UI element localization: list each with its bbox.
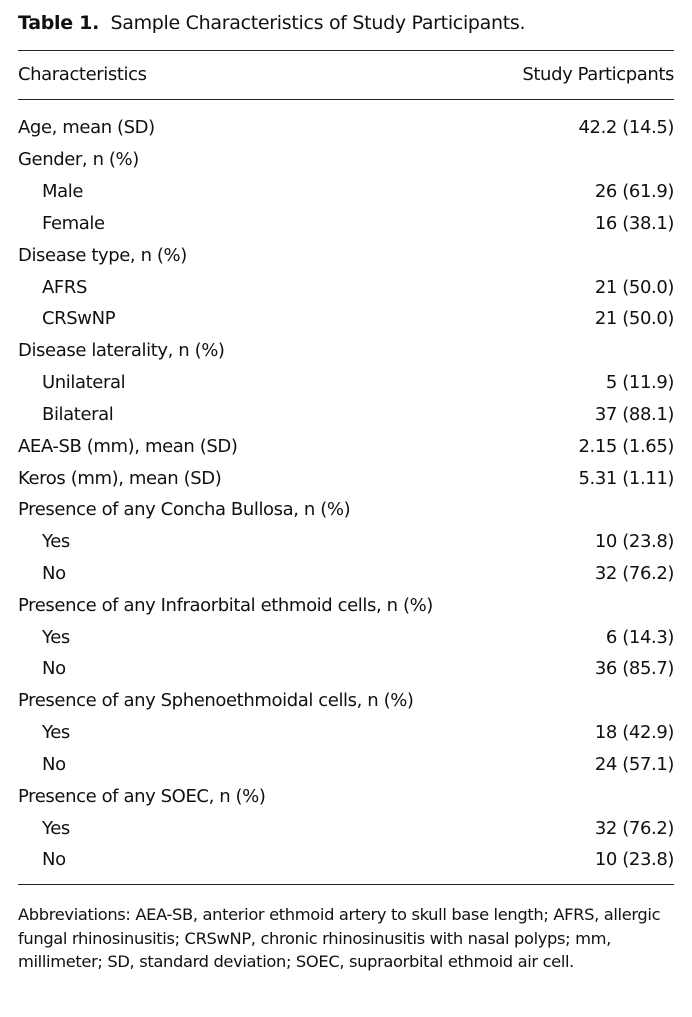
table-row (18, 207, 674, 239)
row-value: 42.2 (14.5) (578, 117, 674, 139)
row-label: AFRS (42, 276, 87, 298)
table-row (18, 526, 674, 558)
row-value: 21 (50.0) (594, 276, 674, 298)
table-row (18, 430, 674, 462)
table-row (18, 144, 674, 176)
table-row (18, 749, 674, 781)
row-label: Age, mean (SD) (18, 117, 155, 139)
table-body (18, 112, 674, 876)
bottom-rule (18, 884, 674, 885)
row-value: 10 (23.8) (594, 531, 674, 553)
row-label: Male (42, 181, 84, 203)
row-label: Unilateral (42, 372, 126, 394)
row-value: 36 (85.7) (594, 658, 674, 680)
row-label: Presence of any Sphenoethmoidal cells, n (%) (18, 690, 414, 712)
header-study-participants: Study Particpants (522, 64, 674, 85)
table-row (18, 239, 674, 271)
row-value: 26 (61.9) (594, 181, 674, 203)
table-title (18, 12, 525, 34)
row-label: Bilateral (42, 403, 114, 425)
row-label: No (42, 849, 66, 871)
row-label: No (42, 563, 66, 584)
table-row (18, 780, 674, 812)
row-label: CRSwNP (42, 308, 116, 330)
table-row (18, 558, 674, 590)
row-label: Yes (42, 626, 70, 648)
table-row (18, 462, 674, 494)
row-label: Presence of any Concha Bullosa, n (%) (18, 499, 351, 521)
table-row (18, 271, 674, 303)
row-value: 18 (42.9) (594, 722, 674, 744)
row-label: Keros (mm), mean (SD) (18, 467, 222, 489)
row-value: 10 (23.8) (594, 849, 674, 871)
table-row (18, 844, 674, 876)
table-row (18, 717, 674, 749)
row-label: AEA-SB (mm), mean (SD) (18, 435, 238, 457)
row-value: 6 (14.3) (605, 626, 674, 648)
table-row (18, 589, 674, 621)
row-label: No (42, 658, 66, 680)
table-row (18, 303, 674, 335)
table-row (18, 398, 674, 430)
row-value: 5.31 (1.11) (578, 467, 674, 489)
table-row (18, 494, 674, 526)
table-row (18, 367, 674, 399)
table-row (18, 335, 674, 367)
row-label: Female (42, 212, 105, 234)
header-characteristics: Characteristics (18, 64, 147, 85)
table-row (18, 653, 674, 685)
row-value: 37 (88.1) (594, 403, 674, 425)
header-rule (18, 99, 674, 100)
top-rule (18, 50, 674, 51)
row-value: 2.15 (1.65) (578, 435, 674, 457)
table-number: Table 1. (18, 12, 99, 34)
row-label: Yes (42, 531, 70, 553)
row-label: Yes (42, 817, 70, 839)
row-label: Disease laterality, n (%) (18, 340, 225, 362)
row-value: 32 (76.2) (594, 563, 674, 584)
table-row (18, 812, 674, 844)
table-footnote: Abbreviations: AEA-SB, anterior ethmoid artery to skull base length; AFRS, allergic fungal rhinosinusitis; CRSwNP, chronic rhinosinusitis with nasal polyps; mm, millimeter; SD, standard deviation; SOEC, supraorbital ethmoid air cell. (18, 905, 661, 971)
table-row (18, 112, 674, 144)
row-value: 32 (76.2) (594, 817, 674, 839)
table-row (18, 685, 674, 717)
row-label: Yes (42, 722, 70, 744)
row-value: 16 (38.1) (594, 212, 674, 234)
table-caption: Sample Characteristics of Study Participants. (110, 12, 526, 34)
row-label: Disease type, n (%) (18, 244, 187, 266)
row-value: 5 (11.9) (605, 372, 674, 394)
row-label: No (42, 753, 66, 775)
row-value: 24 (57.1) (594, 753, 674, 775)
row-label: Gender, n (%) (18, 149, 139, 171)
row-value: 21 (50.0) (594, 308, 674, 330)
table-row (18, 621, 674, 653)
row-label: Presence of any Infraorbital ethmoid cells, n (%) (18, 594, 433, 616)
table-row (18, 176, 674, 208)
row-label: Presence of any SOEC, n (%) (18, 785, 266, 807)
